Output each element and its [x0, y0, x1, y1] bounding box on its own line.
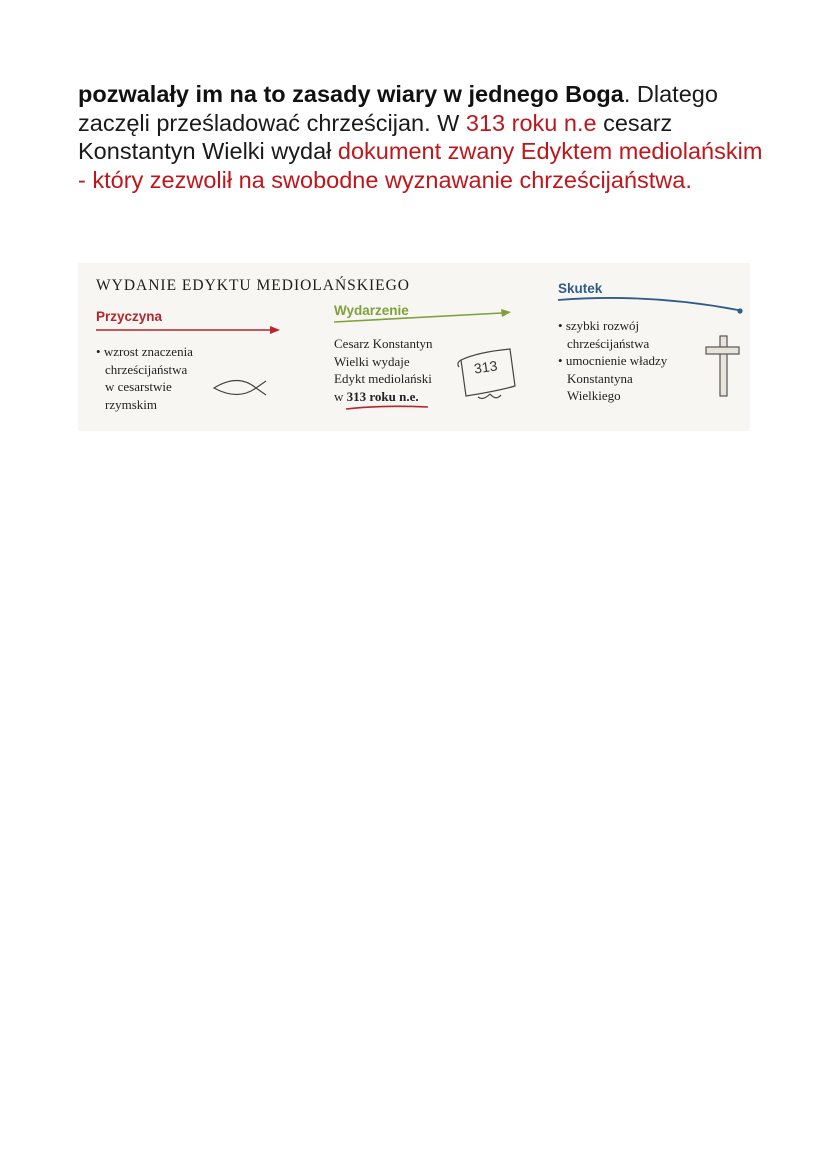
cause-text: [96, 343, 193, 413]
text-run: cesarz Konstantyn Wielki wydał: [78, 109, 673, 164]
effect-text: [558, 317, 667, 405]
event-text: [334, 335, 433, 405]
cross-icon: [706, 336, 739, 396]
cause-arrow: [96, 326, 280, 334]
effect-heading: Skutek: [558, 281, 603, 296]
event-heading: Wydarzenie: [334, 303, 409, 318]
edict-highlight: dokument zwany Edyktem mediolańskim - który zezwolił na swobodne wyznawanie chrześcijaństwa.: [78, 138, 763, 193]
effect-arrow: [558, 298, 743, 314]
cause-line: w cesarstwie: [105, 379, 172, 394]
year-highlight: 313 roku n.e: [465, 109, 597, 136]
effect-line: • szybki rozwój: [558, 317, 667, 335]
event-date: 313 roku n.e.: [346, 388, 419, 404]
cause-heading: Przyczyna: [96, 309, 163, 324]
event-line: Edykt mediolański: [334, 371, 432, 386]
scroll-label: 313: [473, 357, 499, 377]
event-line: Wielki wydaje: [334, 353, 410, 369]
date-underline: [346, 406, 428, 409]
cause-line: chrześcijaństwa: [105, 361, 188, 377]
cause-line: rzymskim: [105, 396, 157, 412]
fish-icon: [214, 381, 266, 396]
event-line-date: [334, 388, 433, 406]
effect-line: Wielkiego: [567, 388, 621, 403]
cause-line: • wzrost znaczenia: [96, 343, 193, 361]
event-line-prefix: w: [334, 388, 347, 404]
text-run: . Dlatego zaczęli prześladować chrześcijan. W: [78, 81, 718, 136]
figure-title: WYDANIE EDYKTU MEDIOLAŃSKIEGO: [96, 277, 410, 294]
edict-figure: [78, 263, 750, 431]
event-line: Cesarz Konstantyn: [334, 336, 433, 351]
bold-phrase: pozwalały im na to zasady wiary w jednego Boga: [78, 81, 624, 107]
effect-line: • umocnienie władzy: [558, 352, 667, 370]
effect-line: chrześcijaństwa: [567, 335, 650, 351]
text-paragraph: [78, 80, 768, 194]
effect-line: Konstantyna: [567, 370, 633, 386]
